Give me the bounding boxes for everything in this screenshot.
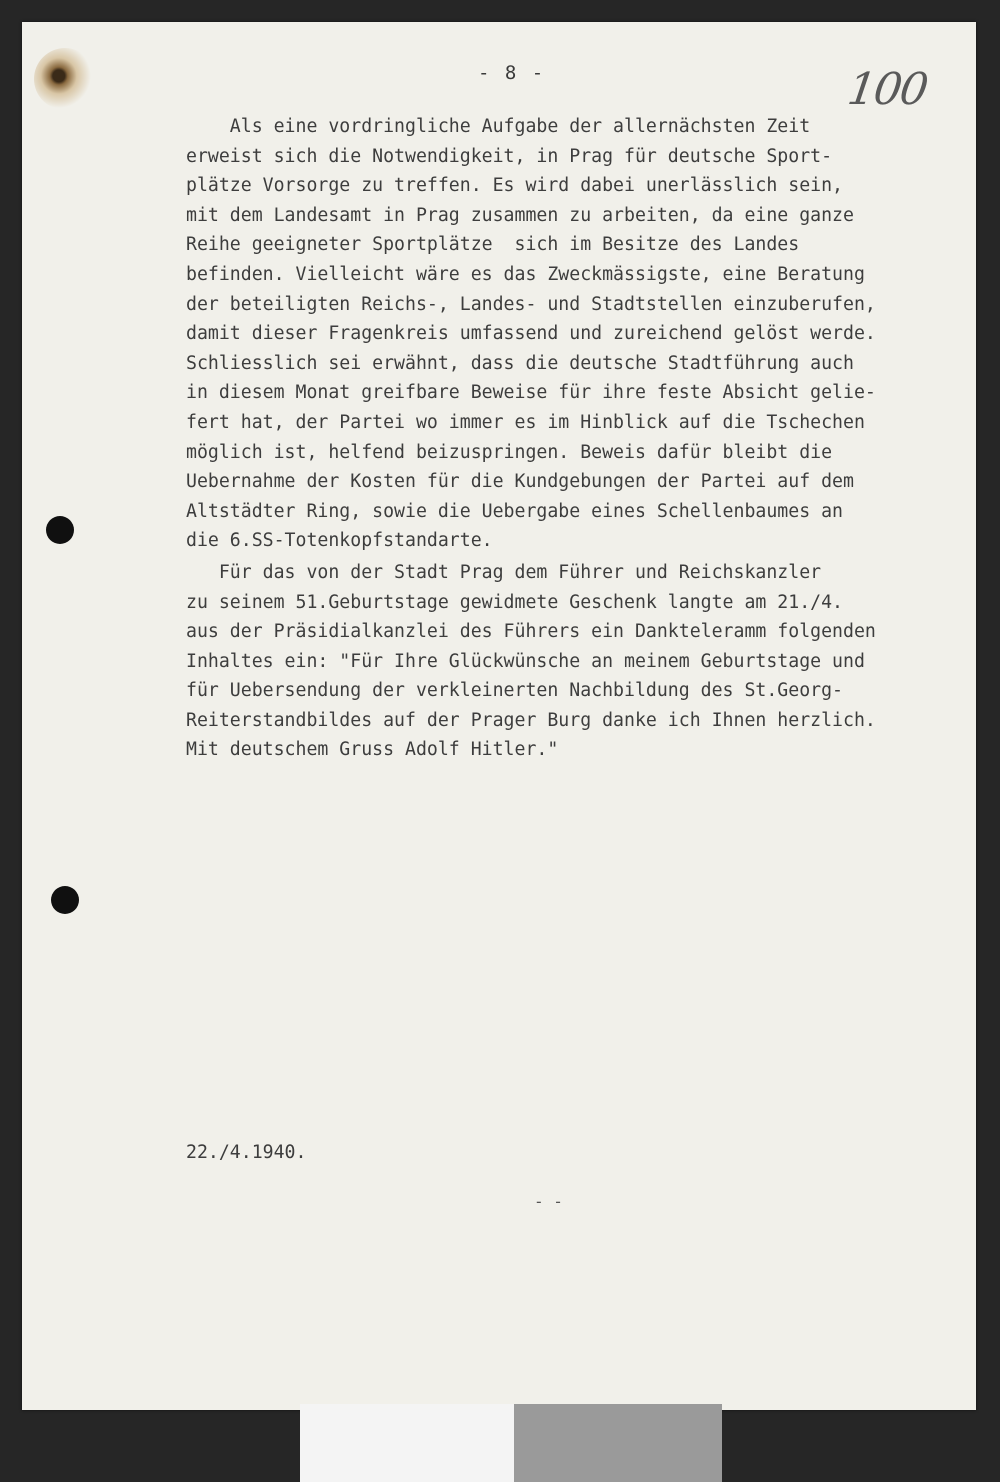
document-body [186,112,966,765]
punch-hole-upper [46,516,74,544]
scan-target-gray [514,1404,722,1482]
paragraph-2 [186,558,966,765]
text-line: möglich ist, helfend beizuspringen. Beweis dafür bleibt die [186,441,833,463]
text-line: damit dieser Fragenkreis umfassend und zureichend gelöst werde. [186,323,876,345]
text-line: befinden. Vielleicht wäre es das Zweckmässigste, eine Beratung [186,263,865,285]
scan-target-white [300,1404,514,1482]
text-line: Uebernahme der Kosten für die Kundgebungen der Partei auf dem [186,471,854,493]
text-line: Als eine vordringliche Aufgabe der allernächsten Zeit [186,116,811,137]
text-line: erweist sich die Notwendigkeit, in Prag für deutsche Sport- [186,145,833,167]
document-date: 22./4.1940. [186,1142,307,1163]
text-line: Reiterstandbildes auf der Prager Burg danke ich Ihnen herzlich. [186,709,876,731]
text-line: Mit deutschem Gruss Adolf Hitler." [186,739,559,761]
paragraph-1 [186,112,966,556]
text-line: in diesem Monat greifbare Beweise für ihre feste Absicht gelie- [186,382,876,404]
page-number: - 8 - [478,62,546,84]
text-line: plätze Vorsorge zu treffen. Es wird dabei unerlässlich sein, [186,175,843,197]
text-line: mit dem Landesamt in Prag zusammen zu arbeiten, da eine ganze [186,204,854,226]
text-line: Reihe geeigneter Sportplätze sich im Besitze des Landes [186,234,800,256]
handwritten-folio-number: 100 [844,64,930,115]
text-line: aus der Präsidialkanzlei des Führers ein Dankteleramm folgenden [186,621,876,643]
text-line: Altstädter Ring, sowie die Uebergabe eines Schellenbaumes an [186,500,843,522]
text-line: die 6.SS-Totenkopfstandarte. [186,530,493,552]
text-line: der beteiligten Reichs-, Landes- und Stadtstellen einzuberufen, [186,293,876,315]
text-line: zu seinem 51.Geburtstage gewidmete Geschenk langte am 21./4. [186,591,843,613]
text-line: fert hat, der Partei wo immer es im Hinblick auf die Tschechen [186,411,865,433]
text-line: für Uebersendung der verkleinerten Nachbildung des St.Georg- [186,680,843,702]
text-line: Für das von der Stadt Prag dem Führer und Reichskanzler [186,561,822,583]
punch-hole-lower [51,886,79,914]
text-line: Inhaltes ein: "Für Ihre Glückwünsche an meinem Geburtstage und [186,650,865,672]
burn-stain [34,48,96,110]
trailing-dash-mark: - - [534,1192,563,1211]
text-line: Schliesslich sei erwähnt, dass die deutsche Stadtführung auch [186,352,854,374]
